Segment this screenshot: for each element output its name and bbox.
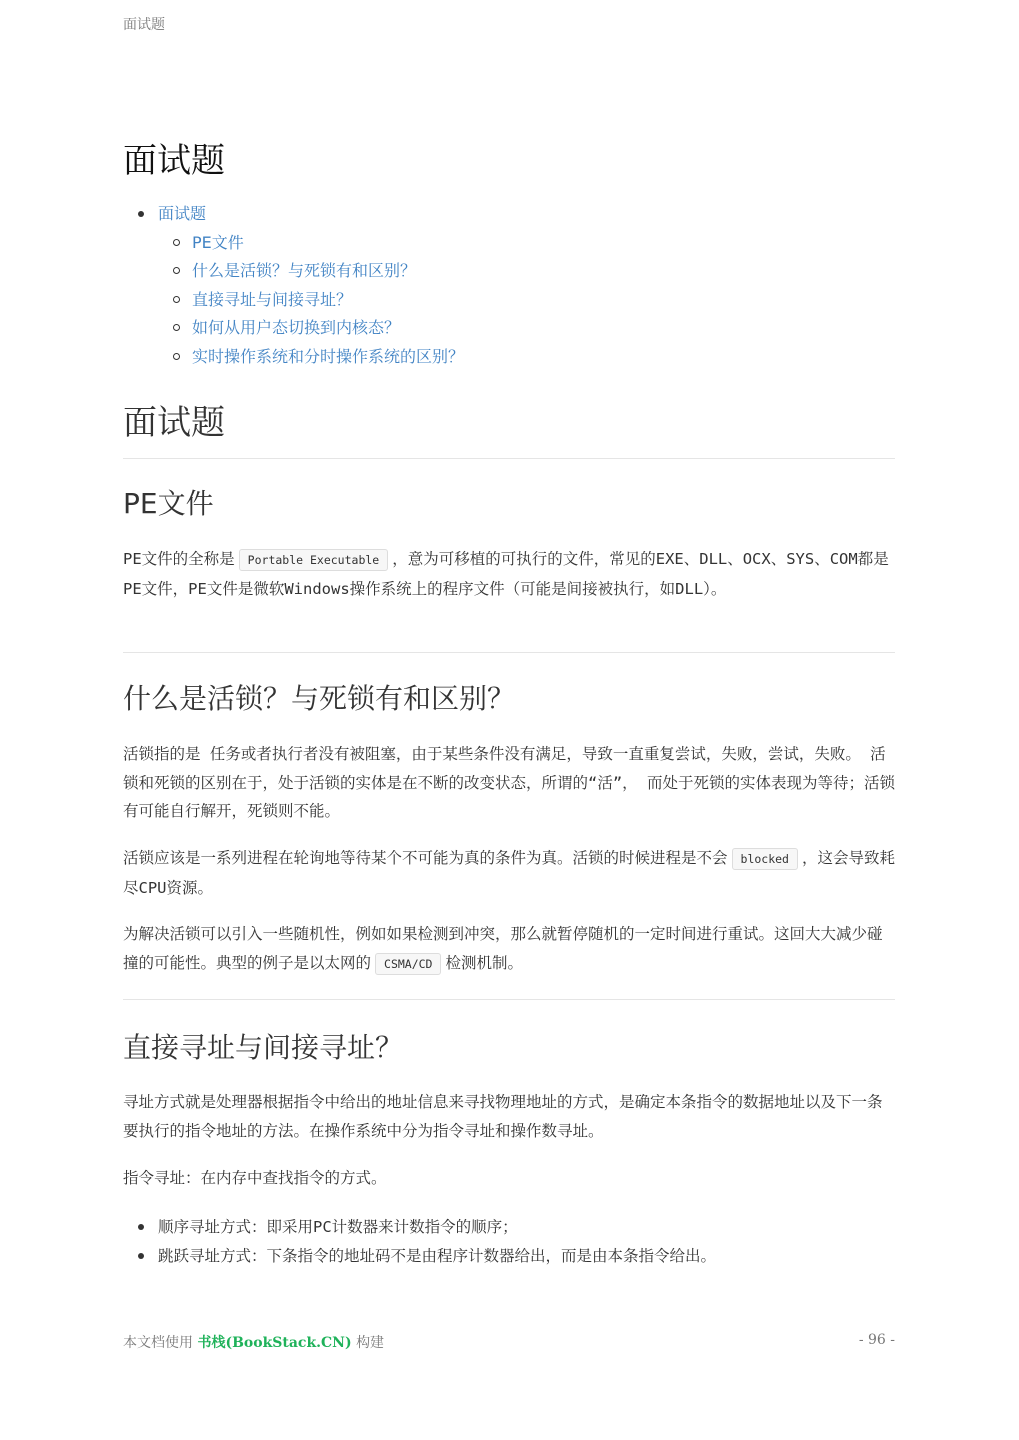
toc-link-pe[interactable]: PE文件: [192, 232, 244, 252]
toc-sublist: [158, 229, 464, 372]
section-heading-addressing: 直接寻址与间接寻址？: [123, 1031, 404, 1064]
addressing-paragraph-1: 寻址方式就是处理器根据指令中给出的地址信息来寻找物理地址的方式，是确定本条指令的数据地址以及下一条要执行的指令地址的方法。在操作系统中分为指令寻址和操作数寻址。: [123, 1093, 883, 1140]
toc-item: [192, 229, 464, 258]
toc-item: [192, 343, 464, 372]
inline-code: Portable Executable: [239, 549, 389, 571]
page-title: 面试题: [123, 403, 225, 443]
toc-link-root[interactable]: 面试题: [158, 204, 207, 223]
livelock-paragraph-1: 活锁指的是 任务或者执行者没有被阻塞，由于某些条件没有满足，导致一直重复尝试，失败，尝试，失败。 活锁和死锁的区别在于，处于活锁的实体是在不断的改变状态，所谓的“活”， 而处于死锁的实体表现为等待；活锁有可能自行解开，死锁则不能。: [123, 745, 895, 820]
section-divider: [123, 652, 895, 653]
section-heading-pe: PE文件: [123, 487, 214, 520]
addressing-bullet-list: [137, 1213, 716, 1270]
toc-item: [192, 314, 464, 343]
toc-heading: 面试题: [123, 141, 225, 181]
list-item: 顺序寻址方式：即采用PC计数器来计数指令的顺序；: [137, 1213, 716, 1242]
livelock-paragraph-3: [123, 920, 895, 978]
toc-link-kernel-mode[interactable]: 如何从用户态切换到内核态？: [192, 318, 401, 337]
addressing-paragraph-2: 指令寻址：在内存中查找指令的方式。: [123, 1169, 387, 1187]
livelock-text-d: 检测机制。: [445, 953, 523, 972]
page-footer: [123, 1332, 895, 1352]
footer-prefix: 本文档使用: [123, 1335, 193, 1351]
toc-link-addressing[interactable]: 直接寻址与间接寻址？: [192, 289, 353, 309]
table-of-contents: [137, 200, 464, 371]
page-header: 面试题: [123, 17, 165, 33]
toc-item: [192, 257, 464, 286]
toc-item-root: [137, 200, 464, 371]
footer-suffix: 构建: [356, 1335, 385, 1351]
list-item: 跳跃寻址方式：下条指令的地址码不是由程序计数器给出，而是由本条指令给出。: [137, 1242, 716, 1271]
footer-brand-link[interactable]: 书栈(BookStack.CN): [197, 1335, 352, 1351]
inline-code: blocked: [732, 848, 798, 870]
pe-paragraph: [123, 545, 895, 603]
livelock-text-c: 为解决活锁可以引入一些随机性，例如如果检测到冲突，那么就暂停随机的一定时间进行重试。这回大大减少碰撞的可能性。典型的例子是以太网的: [123, 925, 883, 972]
livelock-paragraph-2: [123, 844, 895, 902]
section-heading-livelock: 什么是活锁？与死锁有和区别？: [123, 682, 516, 715]
livelock-text-a: 活锁应该是一系列进程在轮询地等待某个不可能为真的条件为真。活锁的时候进程是不会: [123, 849, 728, 867]
toc-item: [192, 286, 464, 315]
page-number: - 96 -: [858, 1332, 895, 1348]
pe-text-a: PE文件的全称是: [123, 550, 235, 568]
livelock-text-b: ，这会导致耗尽CPU资源。: [123, 849, 895, 897]
toc-link-livelock[interactable]: 什么是活锁？与死锁有和区别？: [192, 261, 417, 280]
title-divider: [123, 458, 895, 459]
section-divider: [123, 999, 895, 1000]
toc-link-rtos[interactable]: 实时操作系统和分时操作系统的区别？: [192, 346, 465, 366]
pe-text-b: ，意为可移植的可执行的文件，常见的EXE、DLL、OCX、SYS、COM都是PE文件，PE文件是微软Windows操作系统上的程序文件（可能是间接被执行，如DLL）。: [123, 550, 889, 598]
inline-code: CSMA/CD: [375, 953, 441, 975]
